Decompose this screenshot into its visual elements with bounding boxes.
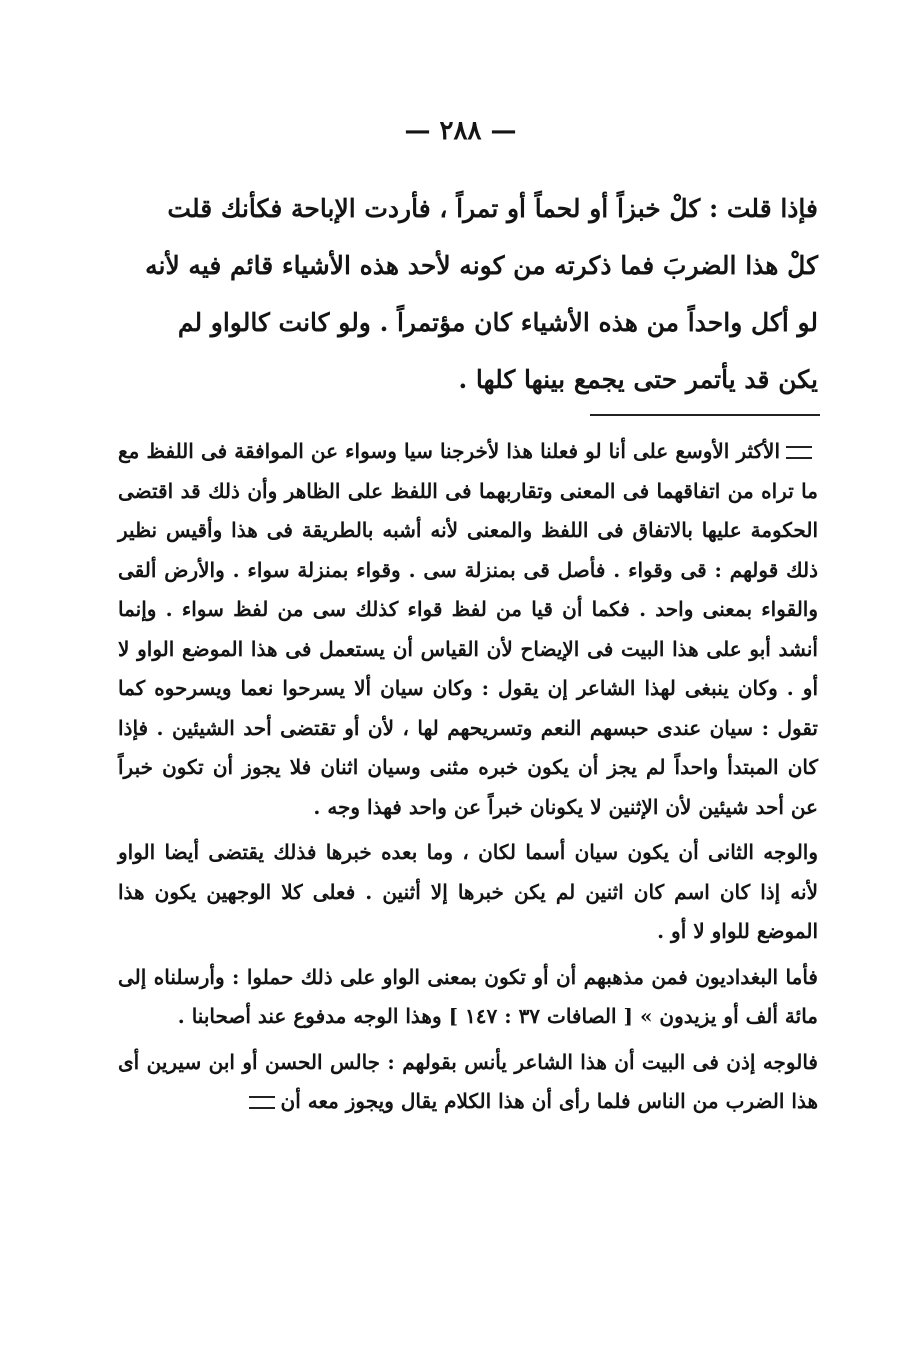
footnotes-block	[118, 432, 818, 1122]
main-text-line: فإذا قلت : كلْ خبزاً أو لحماً أو تمراً ، فأردت الإباحة فكأنك قلت	[167, 194, 818, 223]
footnote-text: الأكثر الأوسع على أنا لو فعلنا هذا لأخرجنا سيا وسواء عن الموافقة فى اللفظ مع ما تراه من اتفاقهما فى المعنى وتقاربهما فى اللفظ على الظاهر وأن ذلك قد اقتضى الحكومة عليها بالاتفاق فى اللفظ والمعنى لأنه أشبه بالطريقة فى هذا وأقيس نظير ذلك قولهم : قى وقواء . فأصل قى بمنزلة سى . وقواء بمنزلة سواء . والأرض ألقى والقواء بمعنى واحد . فكما أن قيا من لفظ قواء كذلك سى من لفظ سواء . وإنما أنشد أبو على هذا البيت فى الإيضاح لأن القياس أن يستعمل فى هذا الموضع الواو لا أو . وكان ينبغى لهذا الشاعر إن يقول : وكان سيان ألا يسرحوا نعما ويسرحوه كما تقول : سيان عندى حبسهم النعم وتسريحهم لها ، لأن أو تقتضى أحد الشيئين . فإذا كان المبتدأ واحداً لم يجز أن يكون خبره مثنى وسيان اثنان فلا يجوز أن تكون خبراً عن أحد شيئين لأن الإثنين لا يكونان خبراً عن واحد فهذا وجه .	[118, 439, 818, 819]
main-text-line: يكن قد يأتمر حتى يجمع بينها كلها .	[458, 365, 818, 394]
footnote-divider	[590, 414, 820, 416]
footnote-paragraph	[118, 432, 818, 827]
footnote-paragraph: فأما البغداديون فمن مذهبهم أن أو تكون بمعنى الواو على ذلك حملوا : وأرسلناه إلى مائة ألف أو يزيدون » [ الصافات ٣٧ : ١٤٧ ] وهذا الوجه مدفوع عند أصحابنا .	[118, 964, 818, 1028]
continuation-mark-icon	[249, 1096, 275, 1109]
main-text-block	[118, 180, 818, 408]
footnote-text: فالوجه إذن فى البيت أن هذا الشاعر يأنس بقولهم : جالس الحسن أو ابن سيرين أى هذا الضرب من الناس فلما رأى أن هذا الكلام يقال ويجوز معه أن	[118, 1049, 818, 1113]
footnote-paragraph	[118, 1043, 818, 1122]
footnote-paragraph: والوجه الثانى أن يكون سيان أسما لكان ، وما بعده خبرها فذلك يقتضى أيضا الواو لأنه إذا كان اسم كان اثنين لم يكن خبرها إلا أثنين . فعلى كلا الوجهين يكون هذا الموضع للواو لا أو .	[118, 840, 818, 943]
page-number: — ٢٨٨ —	[404, 116, 517, 146]
main-text-line: كلْ هذا الضربَ فما ذكرته من كونه لأحد هذه الأشياء قائم فيه لأنه	[145, 251, 818, 280]
main-text-line: لو أكل واحداً من هذه الأشياء كان مؤتمراً . ولو كانت كالواو لم	[177, 308, 818, 337]
continuation-mark-icon	[786, 446, 812, 459]
